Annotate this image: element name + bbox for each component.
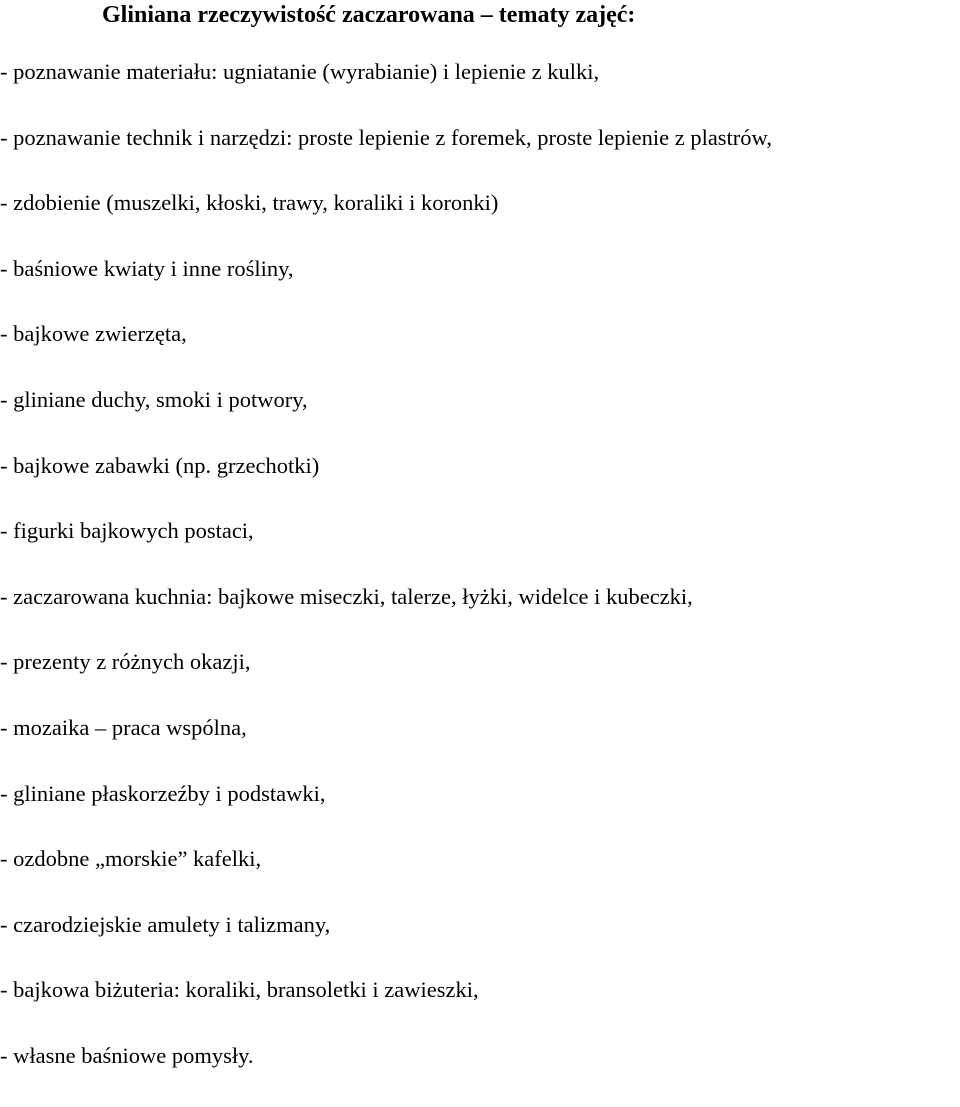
list-item: - figurki bajkowych postaci, — [0, 518, 254, 544]
list-item: - gliniane płaskorzeźby i podstawki, — [0, 780, 326, 806]
list-item: - prezenty z różnych okazji, — [0, 649, 251, 675]
list-item: - bajkowe zwierzęta, — [0, 321, 187, 347]
list-item: - zaczarowana kuchnia: bajkowe miseczki, talerze, łyżki, widelce i kubeczki, — [0, 583, 693, 609]
list-item: - poznawanie technik i narzędzi: proste lepienie z foremek, proste lepienie z plastrów, — [0, 124, 772, 150]
topics-list — [0, 57, 772, 1107]
list-item: - bajkowe zabawki (np. grzechotki) — [0, 452, 320, 478]
list-item: - baśniowe kwiaty i inne rośliny, — [0, 255, 294, 281]
list-item: - poznawanie materiału: ugniatanie (wyrabianie) i lepienie z kulki, — [0, 59, 600, 84]
list-item: - ozdobne „morskie” kafelki, — [0, 846, 262, 872]
list-item: - bajkowa biżuteria: koraliki, bransoletki i zawieszki, — [0, 977, 479, 1003]
document-title: Gliniana rzeczywistość zaczarowana – tematy zajęć: — [102, 2, 636, 28]
list-item: - własne baśniowe pomysły. — [0, 1042, 254, 1068]
list-item: - zdobienie (muszelki, kłoski, trawy, koraliki i koronki) — [0, 190, 499, 216]
list-item: - mozaika – praca wspólna, — [0, 714, 247, 740]
list-item: - gliniane duchy, smoki i potwory, — [0, 386, 308, 412]
list-item: - czarodziejskie amulety i talizmany, — [0, 911, 331, 937]
